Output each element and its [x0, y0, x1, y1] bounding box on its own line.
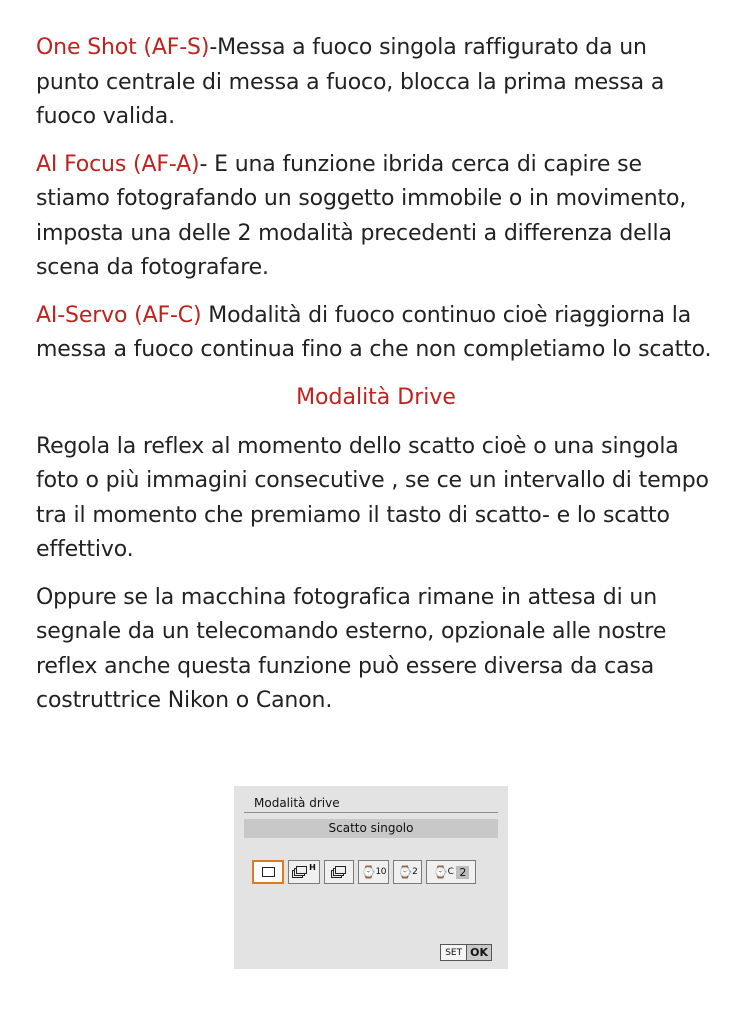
- ok-label: OK: [467, 945, 491, 960]
- article-content: [36, 31, 716, 732]
- self-timer-10-icon[interactable]: ⌚ 10: [358, 860, 389, 884]
- camera-drive-screen: [234, 786, 508, 969]
- self-timer-continuous-icon[interactable]: ⌚ C 2: [426, 860, 476, 884]
- af-a-description: - E una funzione ibrida cerca di capire se stiamo fotografando un soggetto immobile o in movimento, imposta una delle 2 modalità precedenti a differenza della scena da fotografare.: [36, 151, 687, 280]
- paragraph-drive-1: Regola la reflex al momento dello scatto cioè o una singola foto o più immagini consecutive , se ce un intervallo di tempo tra il momento che premiamo il tasto di scatto- e lo scatto effettivo.: [36, 433, 709, 562]
- section-heading: Modalità Drive: [296, 384, 456, 410]
- self-timer-2-icon[interactable]: ⌚ 2: [393, 860, 422, 884]
- af-s-description: -Messa a fuoco singola raffigurato da un punto centrale di messa a fuoco, blocca la prima messa a fuoco valida.: [36, 35, 665, 129]
- camera-selected-mode: Scatto singolo: [244, 819, 498, 838]
- paragraph-drive-2: Oppure se la macchina fotografica rimane in attesa di un segnale da un telecomando esterno, opzionale alle nostre reflex anche questa funzione può essere diversa da casa costruttrice Nikon o Canon.: [36, 584, 667, 713]
- af-s-term: One Shot (AF-S): [36, 35, 210, 60]
- af-c-term: AI-Servo (AF-C): [36, 302, 202, 328]
- camera-divider: [244, 812, 498, 813]
- drive-mode-options: [252, 860, 476, 884]
- continuous-low-icon[interactable]: [324, 860, 354, 884]
- paragraph-af-s: [36, 31, 716, 135]
- af-a-term: AI Focus (AF-A): [36, 151, 200, 177]
- set-label: SET: [441, 945, 467, 960]
- single-shot-icon[interactable]: [252, 860, 284, 884]
- camera-screen-title: Modalità drive: [254, 796, 340, 810]
- paragraph-af-c: [36, 299, 716, 368]
- set-ok-button[interactable]: [440, 944, 492, 961]
- continuous-count: 2: [456, 866, 469, 879]
- continuous-high-icon[interactable]: H: [288, 860, 320, 884]
- paragraph-af-a: [36, 148, 716, 286]
- af-c-description: Modalità di fuoco continuo cioè riaggiorna la messa a fuoco continua fino a che non completiamo lo scatto.: [36, 302, 712, 362]
